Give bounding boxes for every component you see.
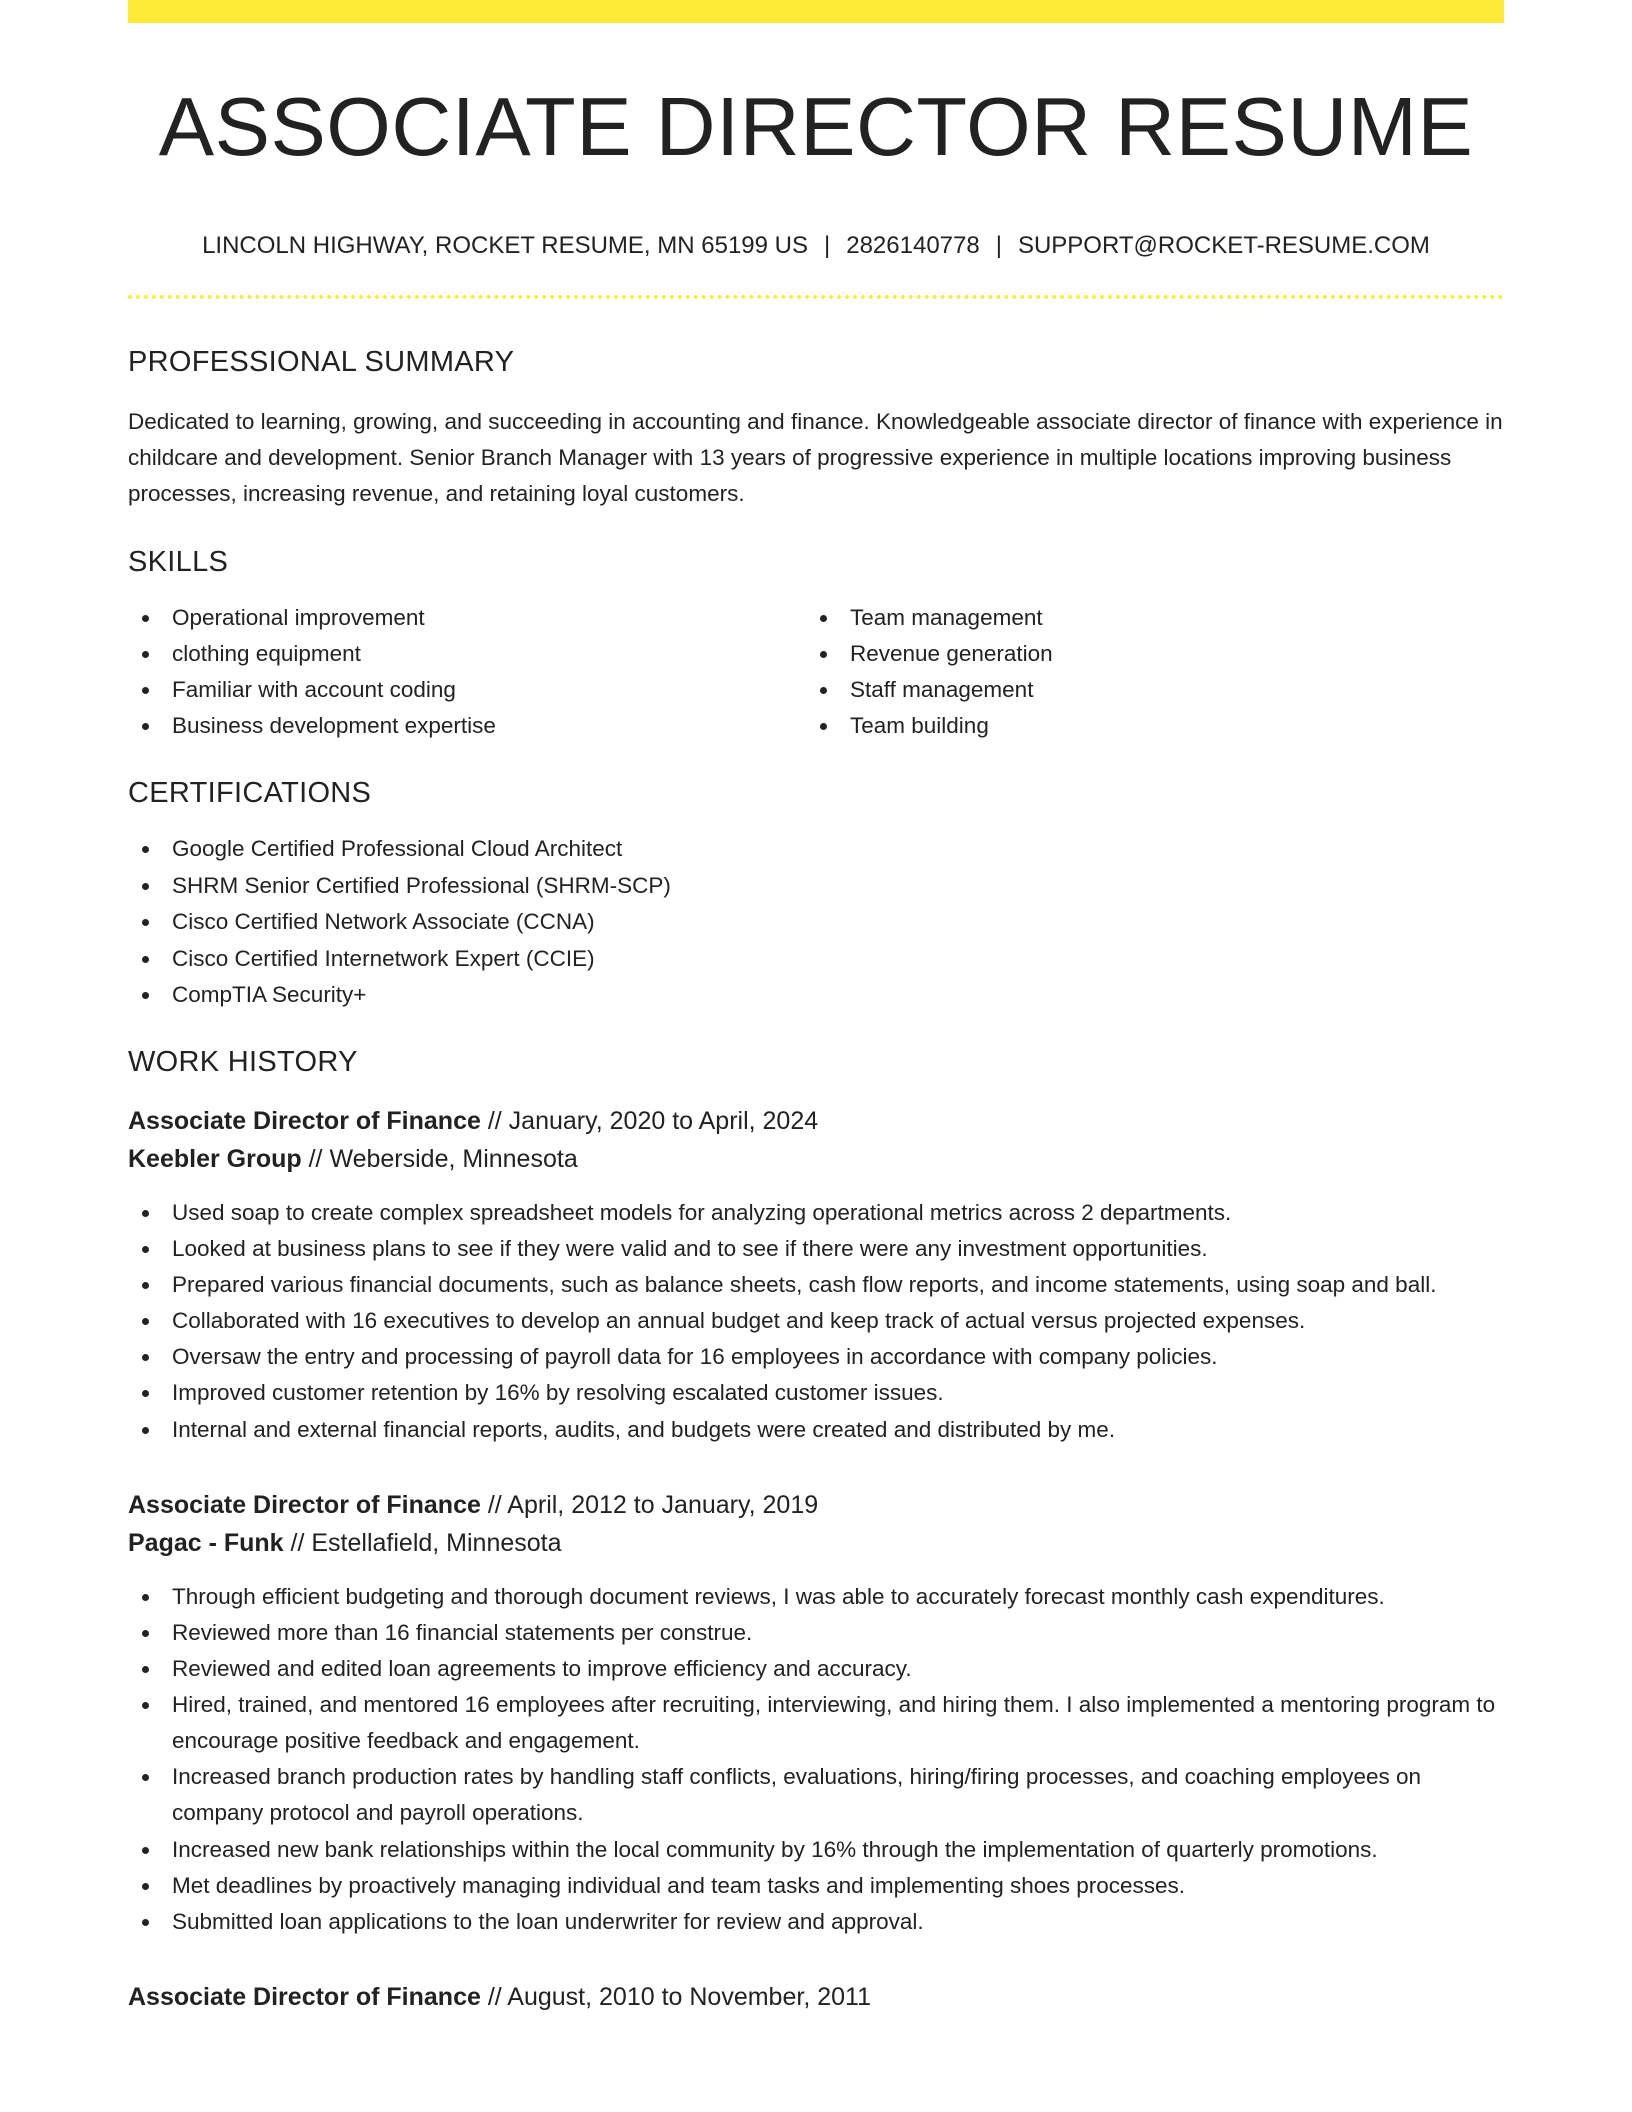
job-title: Associate Director of Finance <box>128 1490 481 1519</box>
job-title-line <box>128 1486 1504 1524</box>
job-title-line <box>128 1978 1504 2016</box>
contact-email: SUPPORT@ROCKET-RESUME.COM <box>1017 232 1430 259</box>
contact-separator: | <box>995 232 1002 259</box>
job-bullet: Submitted loan applications to the loan underwriter for review and approval. <box>128 1904 1504 1940</box>
skill-item: clothing equipment <box>128 636 806 672</box>
page-title: ASSOCIATE DIRECTOR RESUME <box>158 80 1474 173</box>
skill-item: Familiar with account coding <box>128 672 806 708</box>
top-accent-bar <box>128 0 1504 23</box>
job-company-line <box>128 1524 1504 1562</box>
job-bullet-list <box>128 1195 1504 1448</box>
skills-list-left <box>128 600 806 744</box>
skill-item: Staff management <box>806 672 1484 708</box>
job-bullet: Prepared various financial documents, such as balance sheets, cash flow reports, and income statements, using soap and ball. <box>128 1267 1504 1303</box>
job-location: // Weberside, Minnesota <box>301 1144 578 1173</box>
job-entry <box>128 1978 1504 2016</box>
job-title-line <box>128 1102 1504 1140</box>
job-bullet: Reviewed more than 16 financial statements per construe. <box>128 1615 1504 1651</box>
skills-grid <box>128 600 1504 744</box>
job-bullet-list <box>128 1579 1504 1940</box>
skill-item: Business development expertise <box>128 708 806 744</box>
contact-phone: 2826140778 <box>846 232 980 259</box>
summary-text: Dedicated to learning, growing, and succeeding in accounting and finance. Knowledgeable associate director of finance with experience in childcare and development. Senior Branch Manager with 13 years of progressive experience in multiple locations improving business processes, increasing revenue, and retaining loyal customers. <box>128 409 1503 506</box>
job-bullet: Improved customer retention by 16% by resolving escalated customer issues. <box>128 1375 1504 1411</box>
skill-item: Team management <box>806 600 1484 636</box>
skill-item: Team building <box>806 708 1484 744</box>
job-bullet: Met deadlines by proactively managing individual and team tasks and implementing shoes processes. <box>128 1868 1504 1904</box>
job-entry <box>128 1486 1504 1940</box>
job-bullet: Through efficient budgeting and thorough document reviews, I was able to accurately forecast monthly cash expenditures. <box>128 1579 1504 1615</box>
contact-address: LINCOLN HIGHWAY, ROCKET RESUME, MN 65199 US <box>202 232 808 259</box>
job-bullet: Internal and external financial reports, audits, and budgets were created and distributed by me. <box>128 1412 1504 1448</box>
skills-list-right <box>806 600 1484 744</box>
skills-heading: SKILLS <box>128 546 229 578</box>
certification-item: Google Certified Professional Cloud Architect <box>128 831 1504 868</box>
job-title: Associate Director of Finance <box>128 1982 481 2011</box>
certification-item: CompTIA Security+ <box>128 977 1504 1014</box>
certification-item: Cisco Certified Network Associate (CCNA) <box>128 904 1504 941</box>
contact-separator: | <box>824 232 831 259</box>
skill-item: Revenue generation <box>806 636 1484 672</box>
job-bullet: Increased branch production rates by handling staff conflicts, evaluations, hiring/firing processes, and coaching employees on company protocol and payroll operations. <box>128 1759 1504 1831</box>
job-bullet: Reviewed and edited loan agreements to improve efficiency and accuracy. <box>128 1651 1504 1687</box>
contact-line <box>128 234 1504 258</box>
job-bullet: Hired, trained, and mentored 16 employees after recruiting, interviewing, and hiring them. I also implemented a mentoring program to encourage positive feedback and engagement. <box>128 1687 1504 1759</box>
job-company: Pagac - Funk <box>128 1528 284 1557</box>
dotted-divider <box>128 295 1504 299</box>
job-company-line <box>128 1140 1504 1178</box>
summary-heading: PROFESSIONAL SUMMARY <box>128 346 515 378</box>
job-bullet: Increased new bank relationships within the local community by 16% through the implementation of quarterly promotions. <box>128 1832 1504 1868</box>
job-company: Keebler Group <box>128 1144 302 1173</box>
job-bullet: Looked at business plans to see if they were valid and to see if there were any investment opportunities. <box>128 1231 1504 1267</box>
certification-item: Cisco Certified Internetwork Expert (CCIE) <box>128 941 1504 978</box>
job-bullet: Oversaw the entry and processing of payroll data for 16 employees in accordance with company policies. <box>128 1339 1504 1375</box>
job-dates: // August, 2010 to November, 2011 <box>480 1982 871 2011</box>
job-dates: // April, 2012 to January, 2019 <box>480 1490 819 1519</box>
resume-page <box>128 0 1504 2016</box>
job-bullet: Used soap to create complex spreadsheet models for analyzing operational metrics across 2 departments. <box>128 1195 1504 1231</box>
work-history-heading: WORK HISTORY <box>128 1045 358 1078</box>
certifications-heading: CERTIFICATIONS <box>128 777 372 809</box>
certifications-list <box>128 831 1504 1014</box>
skill-item: Operational improvement <box>128 600 806 636</box>
job-title: Associate Director of Finance <box>128 1106 481 1135</box>
job-location: // Estellafield, Minnesota <box>283 1528 562 1557</box>
certification-item: SHRM Senior Certified Professional (SHRM-SCP) <box>128 868 1504 905</box>
job-dates: // January, 2020 to April, 2024 <box>480 1106 819 1135</box>
job-bullet: Collaborated with 16 executives to develop an annual budget and keep track of actual versus projected expenses. <box>128 1303 1504 1339</box>
job-entry <box>128 1102 1504 1448</box>
